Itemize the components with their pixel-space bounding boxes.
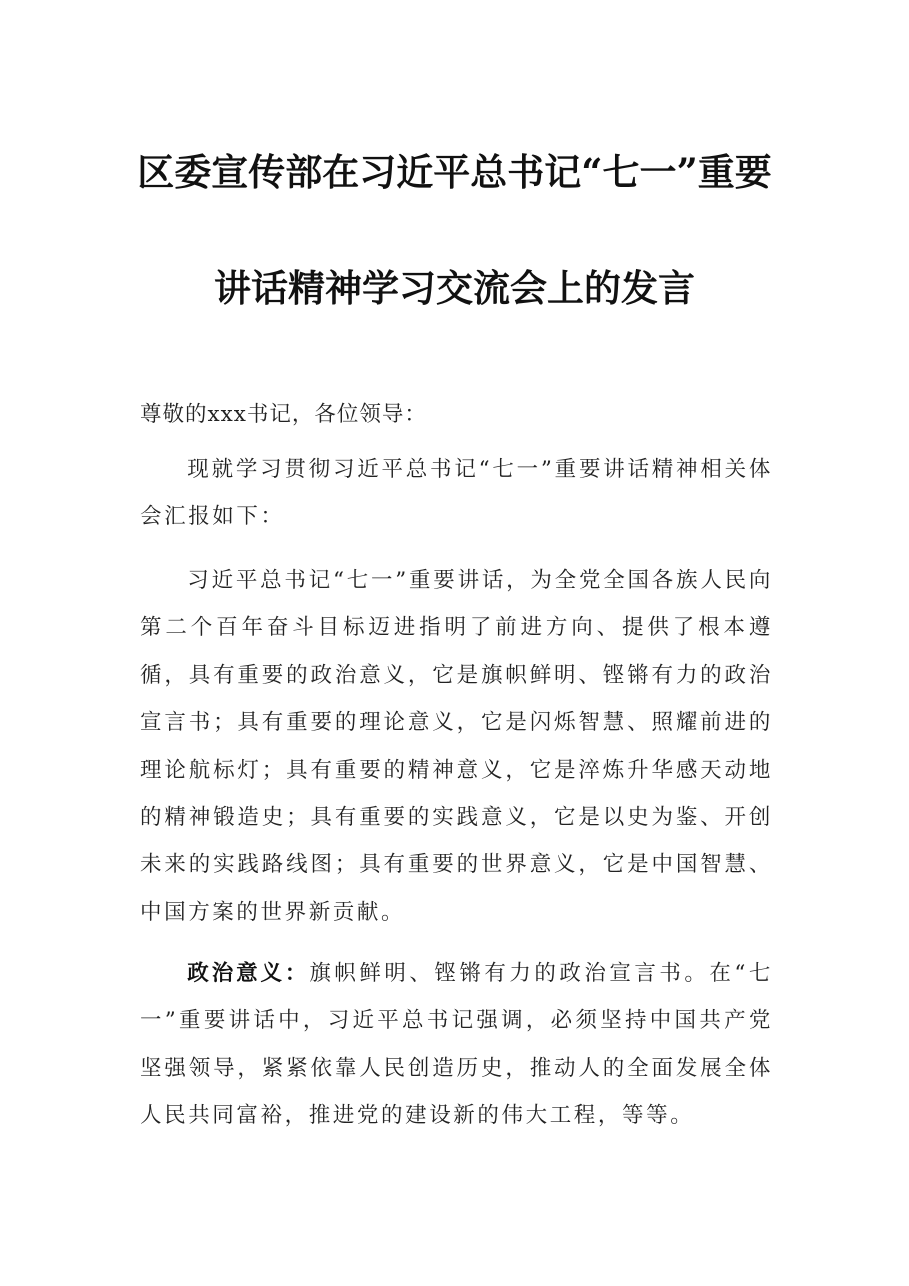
document-title-line-1: 区委宣传部在习近平总书记“七一”重要	[137, 150, 772, 194]
document-title-line-2: 讲话精神学习交流会上的发言	[214, 266, 695, 310]
salutation: 尊敬的xxx书记，各位领导：	[140, 402, 427, 427]
paragraph-text: 现就学习贯彻习近平总书记“七一”重要讲话精神相关体会汇报如下：	[140, 457, 773, 530]
paragraph	[140, 557, 773, 936]
paragraph-lead: 政治意义：	[187, 961, 310, 986]
paragraph-text: 旗帜鲜明、铿锵有力的政治宣言书。在“七一”重要讲话中，习近平总书记强调，必须坚持中国共产党坚强领导，紧紧依靠人民创造历史，推动人的全面发展全体人民共同富裕，推进党的建设新的伟大工程，等等。	[140, 961, 773, 1129]
paragraph	[140, 446, 773, 541]
paragraph-text: 习近平总书记“七一”重要讲话，为全党全国各族人民向第二个百年奋斗目标迈进指明了前进方向、提供了根本遵循，具有重要的政治意义，它是旗帜鲜明、铿锵有力的政治宣言书；具有重要的理论意义，它是闪烁智慧、照耀前进的理论航标灯；具有重要的精神意义，它是淬炼升华感天动地的精神锻造史；具有重要的实践意义，它是以史为鉴、开创未来的实践路线图；具有重要的世界意义，它是中国智慧、中国方案的世界新贡献。	[140, 568, 773, 925]
paragraph	[140, 950, 773, 1140]
